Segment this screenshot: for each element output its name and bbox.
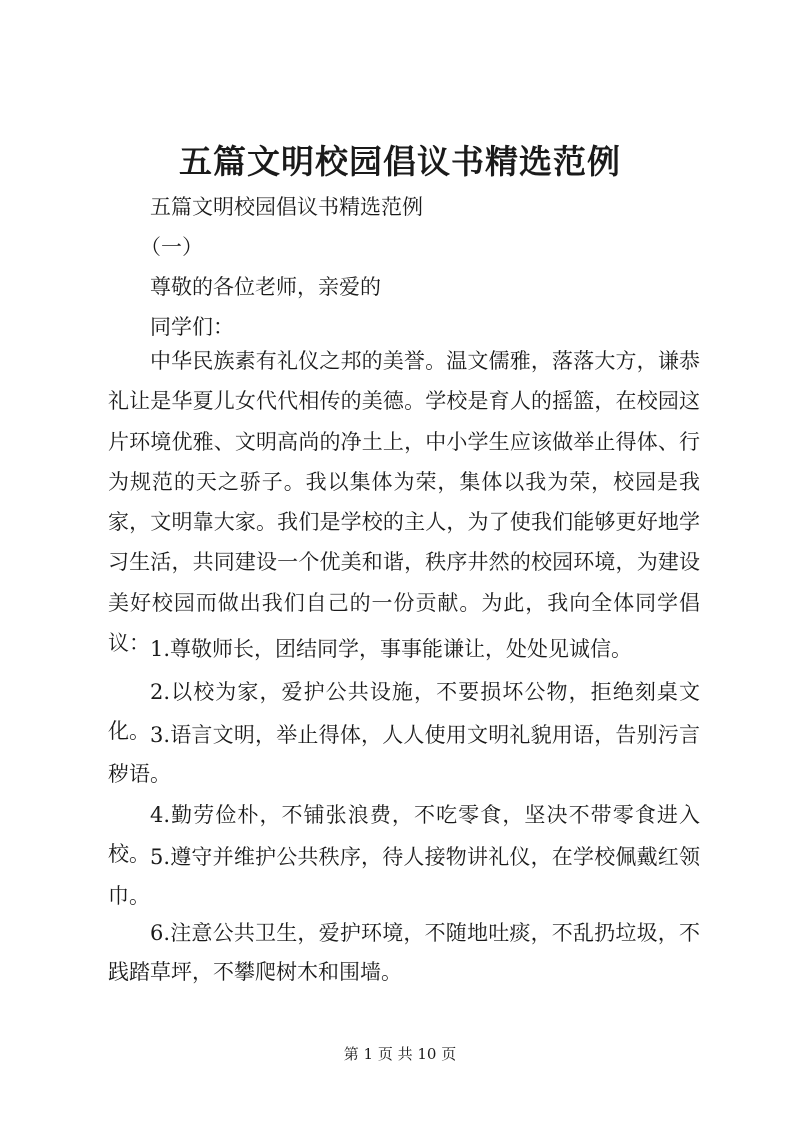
section-number: （一） (140, 235, 203, 259)
salutation-line-2: 同学们： (150, 315, 234, 339)
list-item: 1.尊敬师长，团结同学，事事能谦让，处处见诚信。 (150, 637, 633, 661)
list-item: 4.勤劳俭朴，不铺张浪费，不吃零食，坚决不带零食进入校。 (108, 803, 700, 866)
list-item: 3.语言文明，举止得体，人人使用文明礼貌用语，告别污言秽语。 (108, 723, 700, 786)
document-subtitle: 五篇文明校园倡议书精选范例 (150, 195, 423, 219)
list-item: 2.以校为家，爱护公共设施，不要损坏公物，拒绝刻桌文化。 (108, 680, 700, 743)
list-item: 6.注意公共卫生，爱护环境，不随地吐痰，不乱扔垃圾，不践踏草坪，不攀爬树木和围墙。 (108, 921, 700, 984)
intro-paragraph: 中华民族素有礼仪之邦的美誉。温文儒雅，落落大方，谦恭礼让是华夏儿女代代相传的美德。学校是育人的摇篮，在校园这片环境优雅、文明高尚的净土上，中小学生应该做举止得体、行为规范的天之骄子。我以集体为荣，集体以我为荣，校园是我家，文明靠大家。我们是学校的主人，为了使我们能够更好地学习生活，共同建设一个优美和谐，秩序井然的校园环境，为建设美好校园而做出我们自己的一份贡献。为此，我向全体同学倡议： (108, 349, 700, 656)
page-footer: 第 1 页 共 10 页 (343, 1045, 457, 1063)
salutation-line-1: 尊敬的各位老师，亲爱的 (150, 275, 381, 299)
list-item: 5.遵守并维护公共秩序，待人接物讲礼仪，在学校佩戴红领巾。 (108, 845, 700, 908)
document-title: 五篇文明校园倡议书精选范例 (179, 142, 621, 181)
